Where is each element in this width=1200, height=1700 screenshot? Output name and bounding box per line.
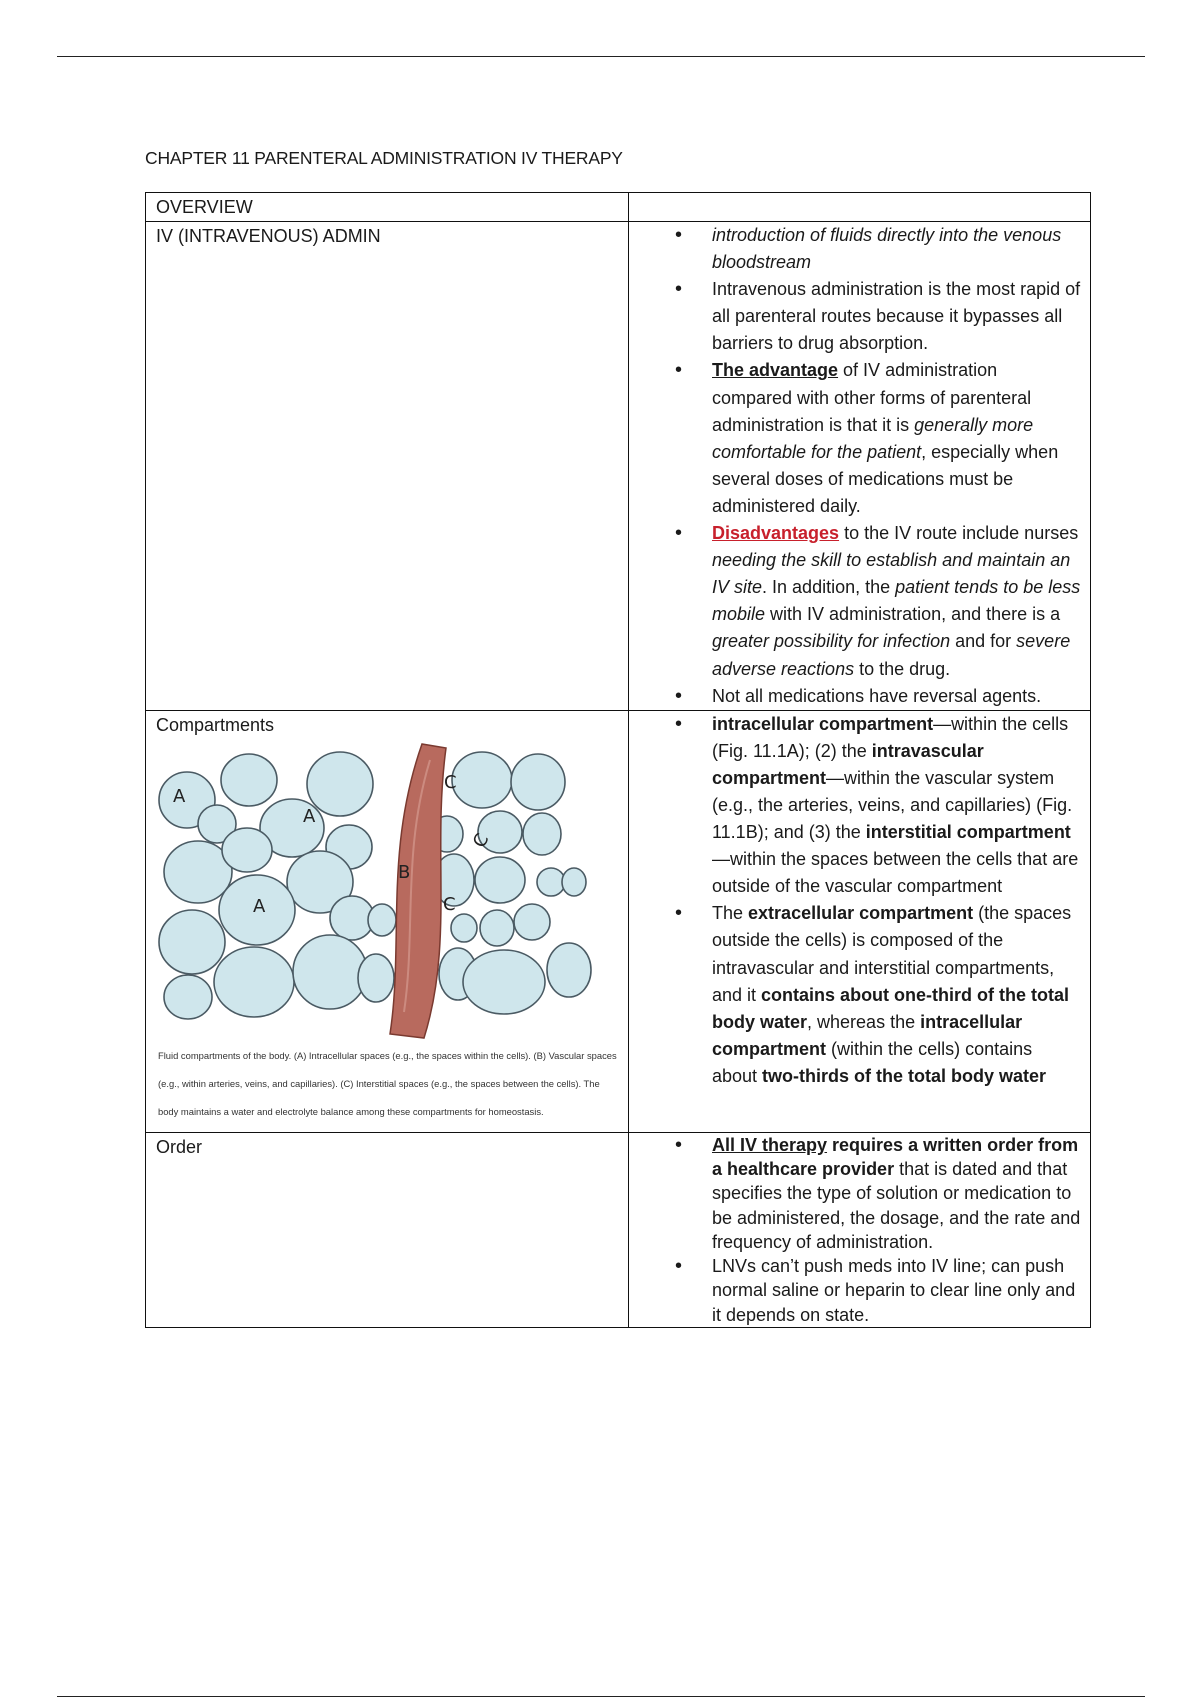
figure-label-c: C <box>443 893 456 915</box>
list-item: • Disadvantages to the IV route include nurses needing the skill to establish and maintain an IV site. In addition, the patient tends to be less mobile with IV administration, and there is a greater possibility for infection and for severe adverse reactions to the drug. <box>629 520 1082 683</box>
figure-caption: Fluid compartments of the body. (A) Intracellular spaces (e.g., the spaces within the cells). (B) Vascular spaces (e.g., within arteries, veins, and capillaries). (C) Interstitial spaces (e.g., the spaces between the cells). The body maintains a water and electrolyte balance among these compartments for homeostasis. <box>158 1049 617 1117</box>
fluid-compartments-illustration <box>154 742 614 1042</box>
order-notes-cell <box>629 1132 1091 1327</box>
order-label-cell <box>146 1132 629 1327</box>
figure-label-a: A <box>253 895 266 917</box>
overview-row <box>146 193 1091 222</box>
compartments-label-cell <box>146 710 629 1132</box>
compartments-bullet-list <box>629 711 1090 1090</box>
figure-label-a: A <box>303 805 316 827</box>
footer-rule <box>57 1696 1145 1697</box>
list-item: • introduction of fluids directly into the venous bloodstream <box>629 222 1082 276</box>
list-item: • All IV therapy requires a written order from a healthcare provider that is dated and that specifies the type of solution or medication to be administered, the dosage, and the rate and frequency of administration. <box>629 1133 1082 1254</box>
overview-label-cell <box>146 193 629 222</box>
notes-table <box>145 192 1091 1328</box>
list-item: • The advantage of IV administration compared with other forms of parenteral administration is that it is generally more comfortable for the patient, especially when several doses of medications must be administered daily. <box>629 357 1082 520</box>
compartments-notes-cell <box>629 710 1091 1132</box>
fluid-compartments-figure <box>146 738 628 1042</box>
list-item: • The extracellular compartment (the spaces outside the cells) is composed of the intravascular and interstitial compartments, and it contains about one-third of the total body water, whereas the intracellular compartment (within the cells) contains about two-thirds of the total body water <box>629 900 1082 1090</box>
list-item: • Intravenous administration is the most rapid of all parenteral routes because it bypasses all barriers to drug absorption. <box>629 276 1082 357</box>
list-item: • Not all medications have reversal agents. <box>629 683 1082 710</box>
overview-empty-cell <box>629 193 1091 222</box>
order-bullet-list <box>629 1133 1090 1327</box>
order-label: Order <box>156 1136 203 1157</box>
figure-label-a: A <box>173 785 186 807</box>
iv-admin-label: IV (INTRAVENOUS) ADMIN <box>156 226 381 246</box>
iv-admin-bullet-list <box>629 222 1090 710</box>
figure-label-b: B <box>398 861 411 883</box>
overview-label: OVERVIEW <box>156 197 253 217</box>
order-row <box>146 1132 1091 1327</box>
document-title: CHAPTER 11 PARENTERAL ADMINISTRATION IV THERAPY <box>145 148 623 168</box>
figure-label-c: C <box>468 829 494 852</box>
disadvantages-heading: Disadvantages <box>712 523 840 544</box>
header-rule <box>57 56 1145 57</box>
list-item: • intracellular compartment—within the cells (Fig. 11.1A); (2) the intravascular compartment—within the vascular system (e.g., the arteries, veins, and capillaries) (Fig. 11.1B); and (3) the interstitial compartment—within the spaces between the cells that are outside of the vascular compartment <box>629 711 1082 901</box>
iv-admin-notes-cell <box>629 222 1091 711</box>
figure-label-c: C <box>444 771 457 793</box>
compartments-row <box>146 710 1091 1132</box>
list-item: • LNVs can’t push meds into IV line; can push normal saline or heparin to clear line only and it depends on state. <box>629 1254 1082 1327</box>
iv-admin-label-cell <box>146 222 629 711</box>
compartments-label: Compartments <box>156 714 275 735</box>
iv-admin-row <box>146 222 1091 711</box>
